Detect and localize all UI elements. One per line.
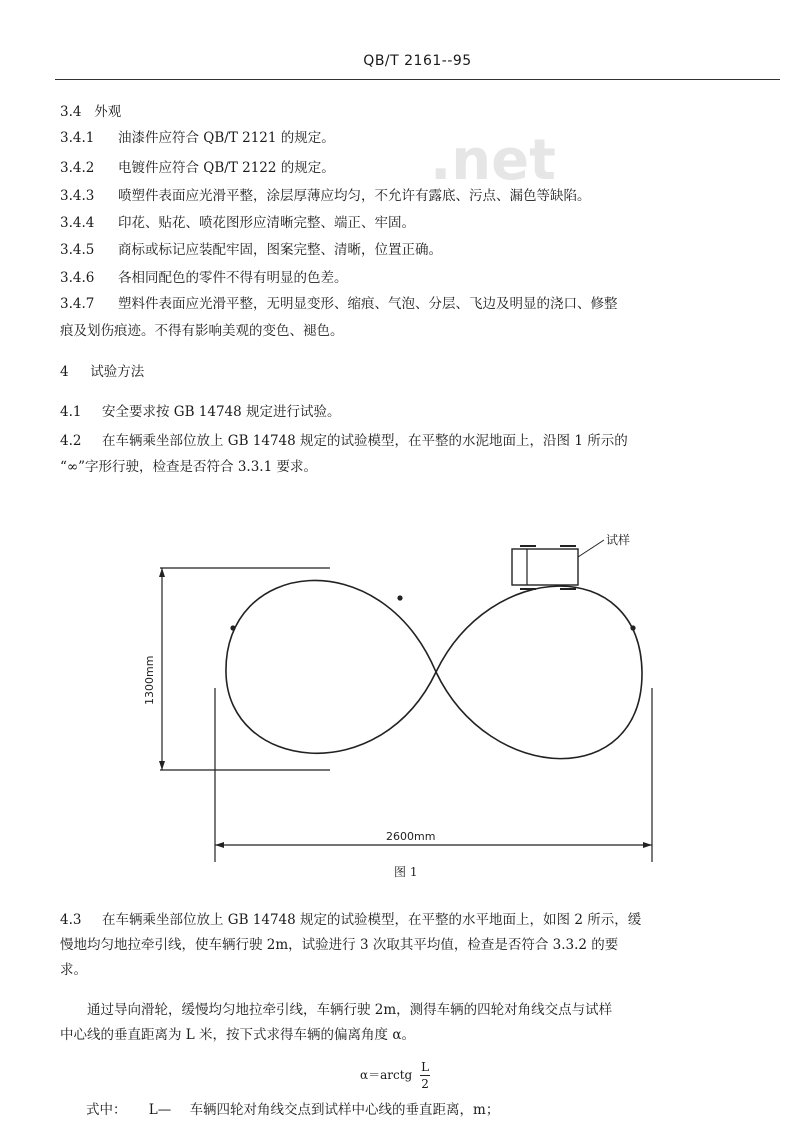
section-title: 外观 (94, 104, 122, 120)
clause-text: 商标或标记应装配牢固，图案完整、清晰，位置正确。 (118, 242, 442, 258)
where-line (86, 1098, 499, 1118)
clause-number: 3.4.1 (60, 130, 95, 146)
clause-4-2-continued: “∞”字形行驶，检查是否符合 3.3.1 要求。 (60, 459, 317, 475)
sample-label: 试样 (606, 533, 631, 547)
track-marker (630, 625, 635, 630)
formula-fraction (420, 1060, 430, 1091)
width-label: 2600mm (386, 830, 436, 843)
clause-text: 喷塑件表面应光滑平整，涂层厚薄应均匀，不允许有露底、污点、漏色等缺陷。 (118, 188, 591, 204)
clause-text: 油漆件应符合 QB/T 2121 的规定。 (118, 130, 335, 146)
where-text: 车辆四轮对角线交点到试样中心线的垂直距离，m； (189, 1102, 500, 1118)
where-label: 式中： (86, 1102, 127, 1118)
clause-number: 3.4.6 (60, 270, 95, 286)
clause-number: 3.4.4 (60, 215, 95, 231)
formula-numerator: L (421, 1060, 430, 1074)
clause-text: 印花、贴花、喷花图形应清晰完整、端正、牢固。 (118, 215, 415, 231)
clause-number: 4.3 (60, 912, 82, 928)
formula (360, 1060, 430, 1091)
clause-4-3-line: 4.3 在车辆乘坐部位放上 GB 14748 规定的试验模型，在平整的水平地面上，如图 2 所示，缓 (60, 908, 780, 933)
clause-4-3 (60, 908, 780, 983)
figure-caption: 图 1 (394, 865, 418, 879)
clause-text: 电镀件应符合 QB/T 2122 的规定。 (118, 160, 335, 176)
track-marker (397, 595, 402, 600)
clause-3-4-7-continued: 痕及划伤痕迹。不得有影响美观的变色、褪色。 (60, 323, 344, 339)
arrow-head (159, 568, 165, 577)
clause-number: 4.1 (60, 404, 82, 420)
arrow-head (215, 842, 224, 848)
clause-number: 4.2 (60, 433, 82, 449)
section-title: 试验方法 (90, 364, 145, 380)
guide-line: 通过导向滑轮，缓慢均匀地拉牵引线，车辆行驶 2m，测得车辆的四轮对角线交点与试样 (87, 1002, 613, 1018)
clause-number: 3.4.2 (60, 160, 95, 176)
watermark: .net (430, 128, 556, 193)
fraction-bar (420, 1075, 430, 1076)
section-number: 3.4 (60, 104, 82, 120)
page-header: QB/T 2161--95 (363, 53, 472, 69)
clause-number: 3.4.3 (60, 188, 95, 204)
section-number: 4 (60, 364, 69, 380)
clause-number: 3.4.7 (60, 296, 95, 312)
sample-leader (578, 540, 604, 557)
formula-denominator: 2 (421, 1077, 429, 1091)
height-label: 1300mm (143, 655, 156, 705)
formula-lhs: α＝arctg (360, 1068, 413, 1082)
sample-box (512, 549, 578, 585)
figure-eight-track (226, 580, 642, 758)
clause-text: 安全要求按 GB 14748 规定进行试验。 (102, 404, 341, 420)
guide-paragraph (60, 998, 780, 1048)
where-symbol: L— (148, 1102, 172, 1118)
clause-text: 各相同配色的零件不得有明显的色差。 (118, 270, 348, 286)
clause-text: 塑料件表面应光滑平整，无明显变形、缩痕、气泡、分层、飞边及明显的浇口、修整 (118, 296, 618, 312)
track-marker (230, 625, 235, 630)
clause-text: 在车辆乘坐部位放上 GB 14748 规定的试验模型，在平整的水泥地面上，沿图 1 所示的 (102, 433, 628, 449)
arrow-head (643, 842, 652, 848)
clause-4-3-line: 慢地均匀地拉牵引线，使车辆行驶 2m，试验进行 3 次取其平均值，检查是否符合 3.3.2 的要 (60, 937, 619, 953)
clause-number: 3.4.5 (60, 242, 95, 258)
arrow-head (159, 761, 165, 770)
guide-line: 中心线的垂直距离为 L 米，按下式求得车辆的偏离角度 α。 (60, 1027, 415, 1043)
clause-4-3-line: 求。 (60, 962, 87, 978)
